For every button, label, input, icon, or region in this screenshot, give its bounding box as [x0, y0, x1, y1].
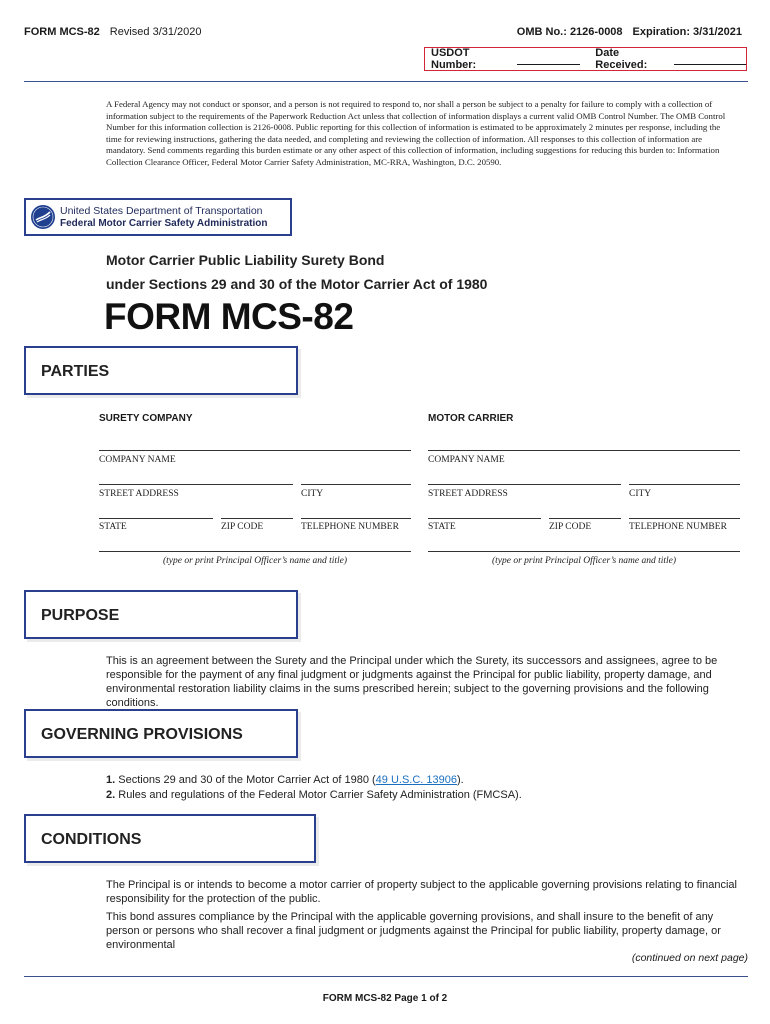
usdot-label: USDOT Number:: [431, 47, 477, 71]
dot-logo-icon: [31, 205, 55, 229]
usdot-field[interactable]: [517, 54, 580, 65]
governing-item-1-text: Sections 29 and 30 of the Motor Carrier Act of 1980 (: [118, 774, 376, 786]
governing-item-1-close: ).: [457, 774, 464, 786]
usc-link[interactable]: 49 U.S.C. 13906: [375, 774, 458, 786]
form-title: FORM MCS-82: [104, 296, 354, 337]
governing-item-1: [106, 773, 464, 787]
governing-section-box: [24, 709, 298, 758]
conditions-section-box: [24, 814, 316, 863]
parties-section-box: [24, 346, 298, 395]
agency-department: United States Department of Transportation: [60, 205, 263, 217]
bond-subtitle: under Sections 29 and 30 of the Motor Carrier Act of 1980: [106, 276, 488, 292]
form-id: FORM MCS-82: [24, 26, 100, 38]
agency-box: [24, 198, 292, 236]
surety-city-label: CITY: [301, 489, 324, 499]
governing-item-2-text: Rules and regulations of the Federal Motor Carrier Safety Administration (FMCSA).: [118, 789, 522, 801]
carrier-officer-line[interactable]: [428, 551, 740, 552]
carrier-zip-label: ZIP CODE: [549, 522, 592, 532]
paperwork-disclaimer: A Federal Agency may not conduct or sponsor, and a person is not required to respond to, nor shall a person be subject to a penalty for failure to comply with a collection of information subject to the requirements of the Paperwork Reduction Act unless that collection of information displays a current valid OMB Control Number. The OMB Control Number for this information collection is 2126-0008. Public reporting for this collection of information is estimated to be approximately 2 minutes per response, including the time for reviewing instructions, gathering the data needed, and completing and reviewing the collection of information. All responses to this collection of information are mandatory. Send comments regarding this burden estimate or any other aspect of this collection of information, including suggestions for reducing this burden to: Information Collection Clearance Officer, Federal Motor Carrier Safety Administration, MC-RRA, Washington, D.C. 20590.: [106, 99, 726, 167]
surety-state-line[interactable]: [99, 518, 213, 519]
bond-title: Motor Carrier Public Liability Surety Bond: [106, 252, 385, 268]
carrier-state-line[interactable]: [428, 518, 541, 519]
motor-carrier-heading: MOTOR CARRIER: [428, 413, 514, 424]
continued-note: (continued on next page): [631, 952, 748, 964]
footer-divider: [24, 976, 748, 977]
parties-heading: PARTIES: [41, 363, 110, 380]
purpose-text: This is an agreement between the Surety and the Principal under which the Surety, its successors and assignees, agree to be responsible for the payment of any final judgment or judgments against the Principal for public liability, property damage, and environmental restoration liability claims in the sums prescribed herein; subject to the governing provisions and the following conditions.: [106, 655, 718, 709]
carrier-phone-label: TELEPHONE NUMBER: [629, 522, 727, 532]
carrier-city-line[interactable]: [629, 484, 740, 485]
form-header-left: [24, 26, 202, 38]
revised-date: Revised 3/31/2020: [109, 26, 202, 38]
surety-street-label: STREET ADDRESS: [99, 489, 179, 499]
carrier-street-label: STREET ADDRESS: [428, 489, 508, 499]
agency-administration: Federal Motor Carrier Safety Administration: [60, 218, 268, 229]
surety-officer-caption: (type or print Principal Officer’s name and title): [162, 556, 348, 566]
surety-zip-label: ZIP CODE: [221, 522, 264, 532]
carrier-company-name-line[interactable]: [428, 450, 740, 451]
carrier-company-name-label: COMPANY NAME: [428, 455, 505, 465]
date-received-label: Date Received:: [595, 47, 648, 71]
surety-company-heading: SURETY COMPANY: [99, 413, 193, 424]
carrier-zip-line[interactable]: [549, 518, 621, 519]
date-received-field[interactable]: [674, 54, 746, 65]
carrier-city-label: CITY: [629, 489, 652, 499]
form-header-right: [517, 26, 742, 38]
carrier-phone-line[interactable]: [629, 518, 740, 519]
page-footer: FORM MCS-82 Page 1 of 2: [322, 993, 448, 1004]
expiration-date: Expiration: 3/31/2021: [632, 26, 742, 38]
governing-item-1-number: 1.: [106, 774, 116, 786]
omb-number: OMB No.: 2126-0008: [516, 26, 623, 38]
surety-company-name-line[interactable]: [99, 450, 411, 451]
header-divider: [24, 81, 748, 82]
carrier-street-line[interactable]: [428, 484, 621, 485]
conditions-heading: CONDITIONS: [41, 831, 142, 848]
governing-heading: GOVERNING PROVISIONS: [41, 726, 243, 743]
surety-officer-line[interactable]: [99, 551, 411, 552]
surety-state-label: STATE: [99, 522, 127, 532]
carrier-officer-caption: (type or print Principal Officer’s name and title): [491, 556, 677, 566]
purpose-section-box: [24, 590, 298, 639]
governing-item-2-number: 2.: [106, 789, 116, 801]
surety-city-line[interactable]: [301, 484, 411, 485]
governing-item-2: [106, 788, 522, 802]
surety-company-name-label: COMPANY NAME: [99, 455, 176, 465]
carrier-state-label: STATE: [428, 522, 456, 532]
surety-street-line[interactable]: [99, 484, 293, 485]
surety-zip-line[interactable]: [221, 518, 293, 519]
surety-phone-line[interactable]: [301, 518, 411, 519]
purpose-heading: PURPOSE: [41, 607, 120, 624]
conditions-paragraph-2: This bond assures compliance by the Principal with the applicable governing provisions, and shall insure to the benefit of any person or persons who shall recover a final judgment or judgments against the Principal for public liability, property damage, or environmental: [106, 911, 721, 951]
surety-phone-label: TELEPHONE NUMBER: [301, 522, 399, 532]
conditions-paragraph-1: The Principal is or intends to become a motor carrier of property subject to the applicable governing provisions relating to financial responsibility for the protection of the public.: [106, 879, 737, 905]
usdot-box: [424, 47, 747, 71]
